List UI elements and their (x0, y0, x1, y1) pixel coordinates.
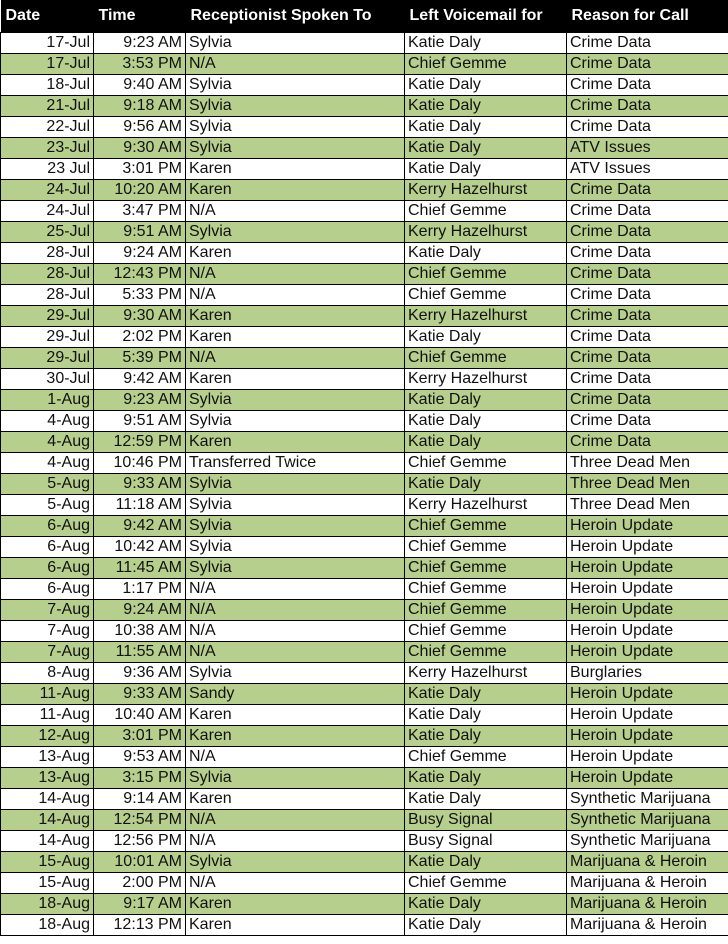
cell-date: 8-Aug (1, 662, 94, 683)
cell-date: 28-Jul (1, 242, 94, 263)
header-voicemail: Left Voicemail for (409, 6, 543, 24)
table-row (1, 683, 728, 704)
cell-date: 28-Jul (1, 284, 94, 305)
table-row (1, 326, 728, 347)
cell-voicemail: Katie Daly (405, 914, 567, 935)
cell-voicemail: Chief Gemme (405, 53, 567, 74)
table-row (1, 200, 728, 221)
table-row (1, 263, 728, 284)
cell-reason: Marijuana & Heroin (567, 914, 728, 935)
cell-receptionist: Karen (186, 914, 405, 935)
table-row (1, 158, 728, 179)
cell-voicemail: Katie Daly (405, 32, 567, 53)
cell-date: 24-Jul (1, 179, 94, 200)
cell-voicemail: Katie Daly (405, 725, 567, 746)
cell-receptionist: Sylvia (186, 221, 405, 242)
cell-voicemail: Busy Signal (405, 809, 567, 830)
cell-reason: Heroin Update (567, 704, 728, 725)
cell-date: 28-Jul (1, 263, 94, 284)
table-row (1, 74, 728, 95)
cell-receptionist: N/A (186, 872, 405, 893)
table-body (1, 32, 728, 935)
cell-reason: Crime Data (567, 263, 728, 284)
cell-time: 5:33 PM (94, 284, 186, 305)
cell-receptionist: Sandy (186, 683, 405, 704)
cell-receptionist: Sylvia (186, 32, 405, 53)
table-row (1, 347, 728, 368)
cell-time: 9:30 AM (94, 305, 186, 326)
cell-voicemail: Katie Daly (405, 95, 567, 116)
table-row (1, 32, 728, 53)
table-row (1, 578, 728, 599)
table-row (1, 557, 728, 578)
cell-reason: Crime Data (567, 179, 728, 200)
cell-date: 17-Jul (1, 32, 94, 53)
table-row (1, 368, 728, 389)
table-row (1, 725, 728, 746)
cell-voicemail: Kerry Hazelhurst (405, 494, 567, 515)
cell-date: 11-Aug (1, 683, 94, 704)
cell-reason: Synthetic Marijuana (567, 809, 728, 830)
cell-date: 1-Aug (1, 389, 94, 410)
cell-receptionist: Sylvia (186, 767, 405, 788)
cell-date: 23 Jul (1, 158, 94, 179)
cell-receptionist: N/A (186, 830, 405, 851)
cell-voicemail: Chief Gemme (405, 557, 567, 578)
table-row (1, 305, 728, 326)
cell-time: 12:43 PM (94, 263, 186, 284)
cell-date: 12-Aug (1, 725, 94, 746)
cell-voicemail: Katie Daly (405, 389, 567, 410)
cell-receptionist: Karen (186, 158, 405, 179)
cell-reason: Heroin Update (567, 767, 728, 788)
cell-time: 10:20 AM (94, 179, 186, 200)
cell-receptionist: N/A (186, 347, 405, 368)
cell-time: 9:42 AM (94, 515, 186, 536)
cell-receptionist: Karen (186, 893, 405, 914)
cell-time: 9:40 AM (94, 74, 186, 95)
cell-voicemail: Katie Daly (405, 242, 567, 263)
cell-time: 5:39 PM (94, 347, 186, 368)
cell-time: 9:51 AM (94, 221, 186, 242)
table-row (1, 53, 728, 74)
cell-reason: Heroin Update (567, 620, 728, 641)
cell-voicemail: Chief Gemme (405, 746, 567, 767)
cell-receptionist: N/A (186, 200, 405, 221)
cell-reason: Crime Data (567, 284, 728, 305)
table-row (1, 914, 728, 935)
cell-voicemail: Katie Daly (405, 683, 567, 704)
cell-date: 24-Jul (1, 200, 94, 221)
cell-time: 10:40 AM (94, 704, 186, 725)
cell-voicemail: Katie Daly (405, 116, 567, 137)
cell-reason: Marijuana & Heroin (567, 851, 728, 872)
cell-reason: Three Dead Men (567, 452, 728, 473)
cell-voicemail: Chief Gemme (405, 620, 567, 641)
cell-voicemail: Chief Gemme (405, 263, 567, 284)
cell-reason: Marijuana & Heroin (567, 893, 728, 914)
cell-date: 21-Jul (1, 95, 94, 116)
table-row (1, 137, 728, 158)
cell-date: 30-Jul (1, 368, 94, 389)
table-row (1, 410, 728, 431)
cell-voicemail: Katie Daly (405, 788, 567, 809)
cell-time: 9:24 AM (94, 242, 186, 263)
cell-reason: Heroin Update (567, 599, 728, 620)
cell-date: 18-Aug (1, 893, 94, 914)
cell-time: 11:18 AM (94, 494, 186, 515)
cell-reason: Heroin Update (567, 536, 728, 557)
cell-reason: Crime Data (567, 431, 728, 452)
cell-time: 3:01 PM (94, 725, 186, 746)
cell-time: 9:33 AM (94, 473, 186, 494)
cell-date: 7-Aug (1, 620, 94, 641)
cell-time: 10:46 PM (94, 452, 186, 473)
cell-reason: Crime Data (567, 32, 728, 53)
cell-time: 10:42 AM (94, 536, 186, 557)
cell-date: 29-Jul (1, 305, 94, 326)
cell-voicemail: Katie Daly (405, 473, 567, 494)
cell-reason: Crime Data (567, 95, 728, 116)
cell-date: 14-Aug (1, 809, 94, 830)
cell-voicemail: Katie Daly (405, 74, 567, 95)
cell-time: 9:14 AM (94, 788, 186, 809)
cell-date: 15-Aug (1, 872, 94, 893)
cell-voicemail: Chief Gemme (405, 641, 567, 662)
cell-time: 9:42 AM (94, 368, 186, 389)
cell-reason: Crime Data (567, 326, 728, 347)
cell-voicemail: Katie Daly (405, 326, 567, 347)
table-row (1, 767, 728, 788)
cell-time: 9:18 AM (94, 95, 186, 116)
cell-date: 14-Aug (1, 788, 94, 809)
cell-reason: Crime Data (567, 74, 728, 95)
cell-time: 9:23 AM (94, 389, 186, 410)
cell-date: 17-Jul (1, 53, 94, 74)
cell-date: 4-Aug (1, 410, 94, 431)
cell-receptionist: N/A (186, 809, 405, 830)
table-row (1, 599, 728, 620)
cell-receptionist: Sylvia (186, 557, 405, 578)
cell-voicemail: Chief Gemme (405, 200, 567, 221)
cell-voicemail: Chief Gemme (405, 578, 567, 599)
cell-receptionist: Sylvia (186, 137, 405, 158)
cell-voicemail: Katie Daly (405, 851, 567, 872)
cell-voicemail: Katie Daly (405, 410, 567, 431)
cell-reason: Heroin Update (567, 746, 728, 767)
cell-date: 18-Aug (1, 914, 94, 935)
cell-reason: Heroin Update (567, 578, 728, 599)
cell-date: 29-Jul (1, 347, 94, 368)
cell-receptionist: N/A (186, 641, 405, 662)
cell-voicemail: Katie Daly (405, 137, 567, 158)
cell-receptionist: Karen (186, 179, 405, 200)
cell-date: 6-Aug (1, 557, 94, 578)
cell-voicemail: Chief Gemme (405, 284, 567, 305)
cell-date: 7-Aug (1, 641, 94, 662)
cell-voicemail: Busy Signal (405, 830, 567, 851)
cell-reason: Heroin Update (567, 557, 728, 578)
cell-time: 11:55 AM (94, 641, 186, 662)
cell-time: 10:01 AM (94, 851, 186, 872)
cell-receptionist: Sylvia (186, 74, 405, 95)
cell-receptionist: Sylvia (186, 116, 405, 137)
cell-reason: Heroin Update (567, 683, 728, 704)
cell-receptionist: Karen (186, 242, 405, 263)
cell-time: 2:00 PM (94, 872, 186, 893)
cell-time: 9:33 AM (94, 683, 186, 704)
cell-date: 4-Aug (1, 452, 94, 473)
cell-receptionist: Sylvia (186, 410, 405, 431)
cell-time: 3:53 PM (94, 53, 186, 74)
cell-voicemail: Chief Gemme (405, 347, 567, 368)
table-row (1, 746, 728, 767)
cell-receptionist: Karen (186, 305, 405, 326)
cell-reason: Synthetic Marijuana (567, 788, 728, 809)
table-row (1, 620, 728, 641)
cell-receptionist: Karen (186, 788, 405, 809)
cell-receptionist: Transferred Twice (186, 452, 405, 473)
cell-reason: Heroin Update (567, 725, 728, 746)
cell-receptionist: Sylvia (186, 494, 405, 515)
cell-receptionist: Karen (186, 368, 405, 389)
cell-reason: Heroin Update (567, 641, 728, 662)
cell-receptionist: Sylvia (186, 662, 405, 683)
table-row (1, 95, 728, 116)
table-row (1, 536, 728, 557)
cell-time: 10:38 AM (94, 620, 186, 641)
cell-time: 2:02 PM (94, 326, 186, 347)
cell-voicemail: Kerry Hazelhurst (405, 662, 567, 683)
cell-date: 15-Aug (1, 851, 94, 872)
header-time: Time (98, 6, 136, 24)
table-row (1, 116, 728, 137)
cell-date: 4-Aug (1, 431, 94, 452)
table-row (1, 431, 728, 452)
cell-date: 5-Aug (1, 494, 94, 515)
cell-voicemail: Katie Daly (405, 158, 567, 179)
cell-voicemail: Katie Daly (405, 704, 567, 725)
cell-voicemail: Kerry Hazelhurst (405, 305, 567, 326)
cell-reason: Three Dead Men (567, 494, 728, 515)
cell-receptionist: Sylvia (186, 95, 405, 116)
cell-voicemail: Kerry Hazelhurst (405, 221, 567, 242)
cell-receptionist: Sylvia (186, 536, 405, 557)
header-row (1, 0, 728, 32)
cell-time: 12:59 PM (94, 431, 186, 452)
cell-reason: Crime Data (567, 368, 728, 389)
cell-time: 9:53 AM (94, 746, 186, 767)
cell-date: 6-Aug (1, 578, 94, 599)
header-date: Date (5, 6, 41, 24)
cell-date: 23-Jul (1, 137, 94, 158)
cell-reason: ATV Issues (567, 137, 728, 158)
cell-reason: Crime Data (567, 389, 728, 410)
cell-receptionist: N/A (186, 746, 405, 767)
cell-receptionist: N/A (186, 263, 405, 284)
cell-time: 12:54 PM (94, 809, 186, 830)
cell-date: 13-Aug (1, 746, 94, 767)
cell-reason: Crime Data (567, 242, 728, 263)
cell-date: 13-Aug (1, 767, 94, 788)
cell-date: 18-Jul (1, 74, 94, 95)
table-row (1, 830, 728, 851)
cell-reason: Heroin Update (567, 515, 728, 536)
table-row (1, 242, 728, 263)
cell-date: 5-Aug (1, 473, 94, 494)
cell-date: 11-Aug (1, 704, 94, 725)
cell-reason: Crime Data (567, 116, 728, 137)
table-row (1, 179, 728, 200)
cell-reason: Crime Data (567, 200, 728, 221)
cell-receptionist: Sylvia (186, 515, 405, 536)
table-row (1, 389, 728, 410)
cell-receptionist: Karen (186, 431, 405, 452)
table-row (1, 515, 728, 536)
cell-reason: Crime Data (567, 53, 728, 74)
table-row (1, 221, 728, 242)
cell-receptionist: N/A (186, 578, 405, 599)
cell-time: 1:17 PM (94, 578, 186, 599)
cell-voicemail: Katie Daly (405, 431, 567, 452)
cell-reason: Crime Data (567, 410, 728, 431)
cell-voicemail: Chief Gemme (405, 452, 567, 473)
cell-voicemail: Chief Gemme (405, 536, 567, 557)
cell-reason: Crime Data (567, 347, 728, 368)
cell-receptionist: N/A (186, 599, 405, 620)
cell-date: 7-Aug (1, 599, 94, 620)
cell-receptionist: N/A (186, 620, 405, 641)
cell-reason: Synthetic Marijuana (567, 830, 728, 851)
table-row (1, 662, 728, 683)
cell-reason: Marijuana & Heroin (567, 872, 728, 893)
cell-receptionist: Sylvia (186, 473, 405, 494)
cell-time: 9:36 AM (94, 662, 186, 683)
cell-reason: Crime Data (567, 305, 728, 326)
table-header (1, 0, 728, 32)
cell-reason: ATV Issues (567, 158, 728, 179)
cell-receptionist: N/A (186, 284, 405, 305)
cell-date: 29-Jul (1, 326, 94, 347)
cell-time: 9:24 AM (94, 599, 186, 620)
header-receptionist: Receptionist Spoken To (190, 6, 372, 24)
table-row (1, 704, 728, 725)
cell-voicemail: Kerry Hazelhurst (405, 368, 567, 389)
cell-voicemail: Chief Gemme (405, 515, 567, 536)
table-row (1, 872, 728, 893)
cell-time: 9:30 AM (94, 137, 186, 158)
table-row (1, 284, 728, 305)
cell-voicemail: Katie Daly (405, 893, 567, 914)
cell-receptionist: Karen (186, 704, 405, 725)
cell-receptionist: Karen (186, 725, 405, 746)
cell-date: 6-Aug (1, 515, 94, 536)
cell-voicemail: Katie Daly (405, 767, 567, 788)
cell-voicemail: Chief Gemme (405, 599, 567, 620)
table-row (1, 809, 728, 830)
table-row (1, 452, 728, 473)
table-row (1, 851, 728, 872)
cell-date: 14-Aug (1, 830, 94, 851)
cell-receptionist: N/A (186, 53, 405, 74)
cell-time: 3:01 PM (94, 158, 186, 179)
table-row (1, 893, 728, 914)
cell-time: 9:23 AM (94, 32, 186, 53)
cell-time: 12:56 PM (94, 830, 186, 851)
cell-receptionist: Karen (186, 326, 405, 347)
cell-voicemail: Kerry Hazelhurst (405, 179, 567, 200)
cell-reason: Three Dead Men (567, 473, 728, 494)
cell-date: 6-Aug (1, 536, 94, 557)
cell-time: 3:15 PM (94, 767, 186, 788)
cell-time: 9:51 AM (94, 410, 186, 431)
cell-date: 22-Jul (1, 116, 94, 137)
cell-voicemail: Chief Gemme (405, 872, 567, 893)
cell-date: 25-Jul (1, 221, 94, 242)
table-row (1, 473, 728, 494)
table-row (1, 494, 728, 515)
cell-time: 9:17 AM (94, 893, 186, 914)
cell-receptionist: Sylvia (186, 389, 405, 410)
table-row (1, 641, 728, 662)
table-row (1, 788, 728, 809)
header-reason: Reason for Call (571, 6, 689, 24)
cell-reason: Burglaries (567, 662, 728, 683)
cell-receptionist: Sylvia (186, 851, 405, 872)
cell-time: 11:45 AM (94, 557, 186, 578)
cell-reason: Crime Data (567, 221, 728, 242)
cell-time: 12:13 PM (94, 914, 186, 935)
cell-time: 9:56 AM (94, 116, 186, 137)
cell-time: 3:47 PM (94, 200, 186, 221)
